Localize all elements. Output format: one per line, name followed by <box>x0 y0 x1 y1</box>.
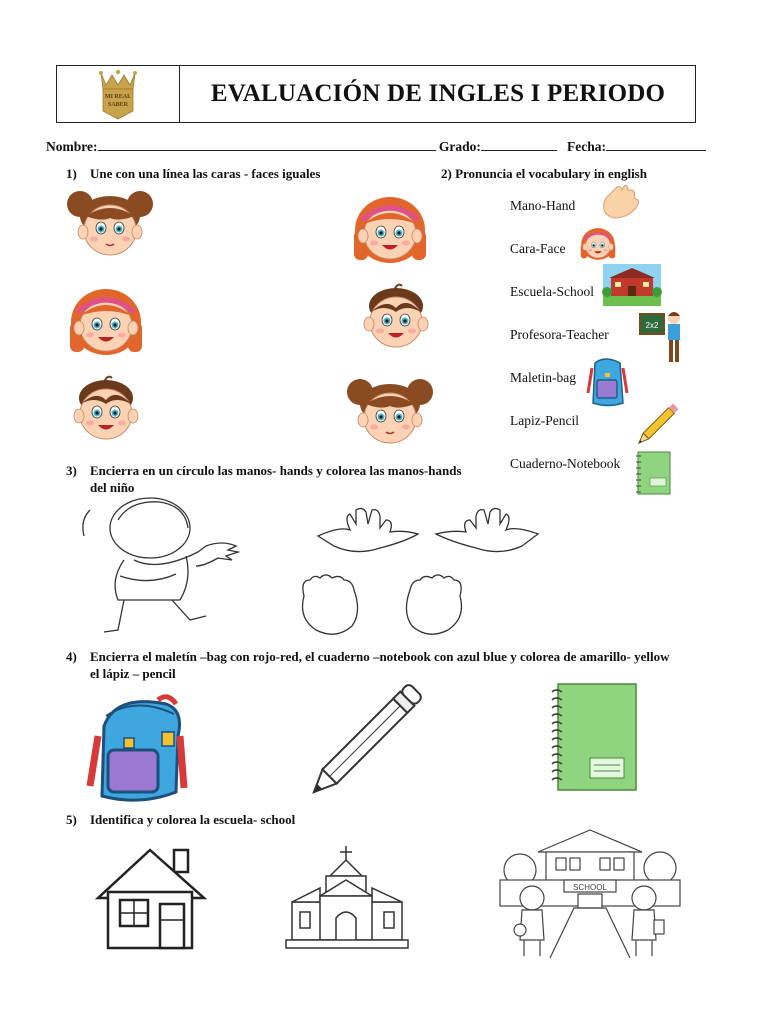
q3-text-line1: Encierra en un círculo las manos- hands y colorea las manos-hands <box>90 463 462 478</box>
notebook-image[interactable] <box>552 684 636 790</box>
q4-number: 4) <box>66 649 77 664</box>
date-label: Fecha: <box>567 139 606 154</box>
vocab-item-school: Escuela-School <box>510 284 594 299</box>
face-curly-girl-1[interactable] <box>67 191 153 255</box>
face-boy-2[interactable] <box>74 377 138 439</box>
q4-text-line2: el lápiz – pencil <box>90 666 176 681</box>
foot-outline-2[interactable] <box>406 575 461 634</box>
face-icon <box>581 228 616 260</box>
logo-text-1: MI REAL <box>104 94 132 100</box>
boy-outline-drawing[interactable] <box>83 498 238 632</box>
page-title: EVALUACIÓN DE INGLES I PERIODO <box>210 80 666 107</box>
q2-title: 2) Pronuncia el vocabulary in english <box>441 166 647 181</box>
house-outline-image[interactable] <box>98 850 204 948</box>
q1-text: Une con una línea las caras - faces iguales <box>90 166 321 181</box>
face-headband-girl-2[interactable] <box>70 289 142 355</box>
vocab-item-notebook: Cuaderno-Notebook <box>510 456 621 471</box>
q1-number: 1) <box>66 166 77 181</box>
school-outline-image[interactable] <box>500 830 680 958</box>
bag-icon <box>588 359 627 406</box>
church-outline-image[interactable] <box>286 846 408 948</box>
vocab-item-pencil: Lapiz-Pencil <box>510 413 579 428</box>
foot-outline-1[interactable] <box>303 575 358 634</box>
q4-text-line1: Encierra el maletín –bag con rojo-red, el cuaderno –notebook con azul blue y colorea de amarillo- yellow <box>90 649 670 664</box>
vocab-item-face: Cara-Face <box>510 241 566 256</box>
name-label: Nombre: <box>46 139 98 154</box>
q3-text-line2: del niño <box>90 480 135 495</box>
pencil-outline-image[interactable] <box>307 683 423 799</box>
hand-outline-1[interactable] <box>318 508 418 551</box>
school-icon <box>602 264 662 306</box>
vocab-item-bag: Maletin-bag <box>510 370 576 385</box>
vocab-item-teacher: Profesora-Teacher <box>510 327 609 342</box>
hand-icon <box>604 186 639 219</box>
teacher-board-text: 2x2 <box>645 321 659 330</box>
vocab-item-hand: Mano-Hand <box>510 198 576 213</box>
logo-text-2: SABER <box>107 102 129 108</box>
school-sign-text: SCHOOL <box>573 883 607 892</box>
notebook-icon <box>636 452 670 494</box>
teacher-icon <box>640 312 680 362</box>
hand-outline-2[interactable] <box>436 508 538 551</box>
face-headband-girl-1[interactable] <box>354 197 426 263</box>
q5-number: 5) <box>66 812 77 827</box>
q3-number: 3) <box>66 463 77 478</box>
face-curly-girl-2[interactable] <box>347 379 433 443</box>
pencil-icon <box>636 403 678 445</box>
grade-label: Grado: <box>438 139 481 154</box>
face-boy-1[interactable] <box>364 285 428 347</box>
q5-text: Identifica y colorea la escuela- school <box>90 812 296 827</box>
backpack-image[interactable] <box>90 697 184 800</box>
